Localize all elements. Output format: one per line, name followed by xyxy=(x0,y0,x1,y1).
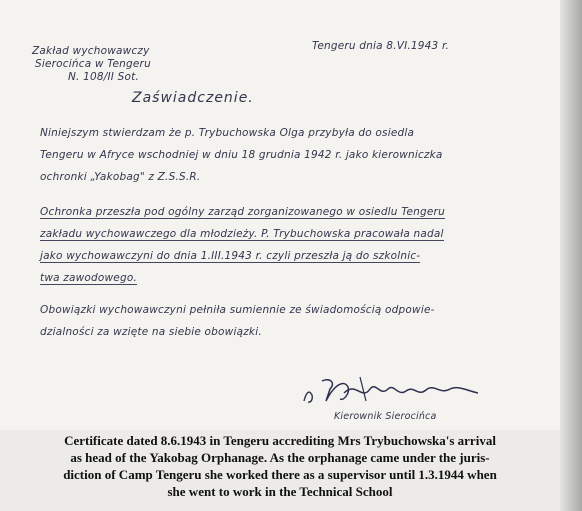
caption-line: diction of Camp Tengeru she worked there as a supervisor until 1.3.1944 when xyxy=(63,467,497,482)
body-line: dzialności za wzięte na siebie obowiązki. xyxy=(40,326,262,338)
date-line: Tengeru dnia 8.VI.1943 r. xyxy=(312,40,450,52)
body-line: Niniejszym stwierdzam że p. Trybuchowska Olga przybyła do osiedla xyxy=(40,127,415,139)
signature-title: Kierownik Sierocińca xyxy=(334,411,437,422)
sender-line: Sierocińca w Tengeru xyxy=(35,58,151,70)
body-line: Obowiązki wychowawczyni pełniła sumiennie ze świadomością odpowie- xyxy=(40,304,435,316)
sender-line: Zakład wychowawczy xyxy=(32,45,150,57)
caption-line: Certificate dated 8.6.1943 in Tengeru accrediting Mrs Trybuchowska's arrival xyxy=(64,433,496,448)
handwritten-signature xyxy=(300,371,490,409)
body-line: Ochronka przeszła pod ogólny zarząd zorganizowanego w osiedlu Tengeru xyxy=(40,206,445,218)
body-line: ochronki „Yakobag" z Z.S.S.R. xyxy=(40,171,201,183)
document-title: Zaświadczenie. xyxy=(132,90,254,106)
book-spine-shadow xyxy=(560,0,582,511)
figure-caption xyxy=(0,432,560,500)
caption-line: she went to work in the Technical School xyxy=(167,484,393,499)
body-line: Tengeru w Afryce wschodniej w dniu 18 grudnia 1942 r. jako kierowniczka xyxy=(40,149,443,161)
body-line: twa zawodowego. xyxy=(40,272,137,284)
reference-number: N. 108/II Sot. xyxy=(68,71,139,83)
body-line: jako wychowawczyni do dnia 1.III.1943 r. czyli przeszła ją do szkolnic- xyxy=(40,250,421,262)
caption-line: as head of the Yakobag Orphanage. As the orphanage came under the juris- xyxy=(70,450,490,465)
body-line: zakładu wychowawczego dla młodzieży. P. Trybuchowska pracowała nadal xyxy=(40,228,444,240)
